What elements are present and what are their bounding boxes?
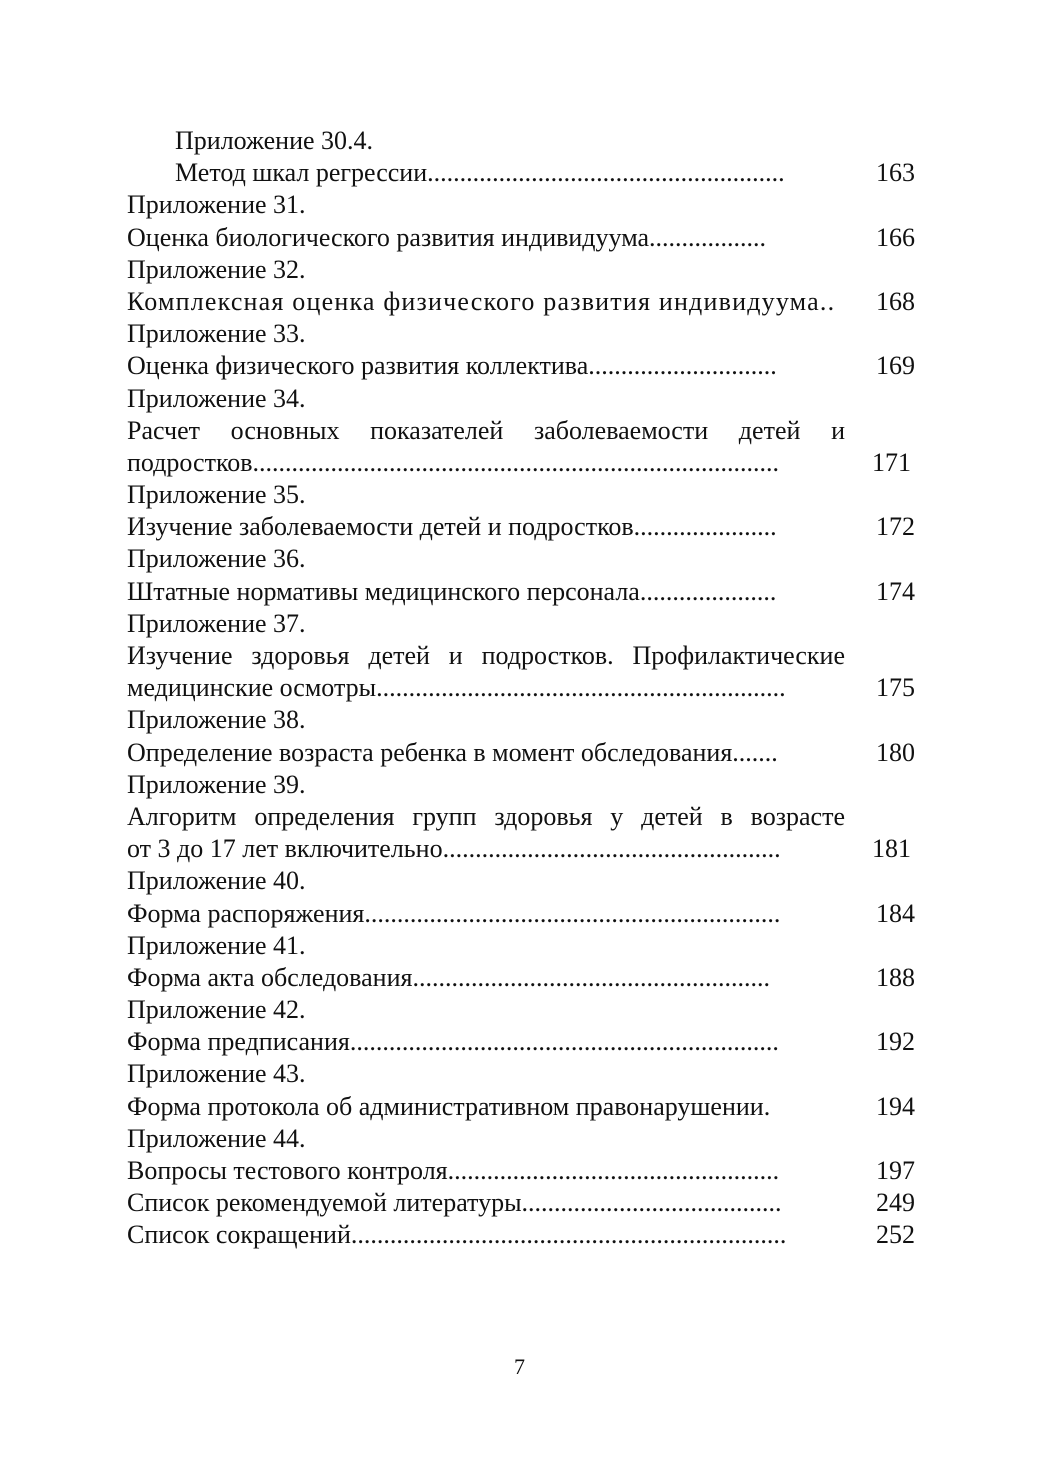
toc-entry-text: Вопросы тестового контроля................................................... [127, 1156, 780, 1185]
toc-page-number: 249 [876, 1188, 915, 1218]
toc-entry-text: Приложение 31. [127, 190, 306, 220]
toc-line [127, 672, 917, 704]
toc-page-number: 169 [876, 351, 915, 381]
toc-entry-text: Комплексная оценка физического развития индивидуума.. [127, 286, 836, 316]
toc-entry-text: Список рекомендуемой литературы........................................ [127, 1188, 782, 1218]
toc-line [127, 930, 917, 962]
toc-entry-text: Приложение 39. [127, 769, 306, 799]
toc-page-number: 163 [876, 158, 915, 188]
toc-line [127, 640, 917, 672]
toc-line [127, 1123, 917, 1155]
toc-entry-text: Штатные нормативы медицинского персонала..................... [127, 576, 777, 606]
toc-line [127, 1187, 917, 1219]
toc-line [127, 801, 917, 833]
toc-page-number: 188 [876, 962, 915, 992]
toc-page-number: 181 [872, 834, 911, 864]
toc-line [127, 125, 917, 157]
toc-entry-text: Приложение 37. [127, 608, 306, 638]
toc-line [127, 543, 917, 575]
toc-entry-text: Форма протокола об административном правонарушении. [127, 1091, 771, 1121]
toc-line [127, 576, 917, 608]
toc-line [127, 189, 917, 221]
toc-line [127, 1058, 917, 1090]
toc-page-number: 192 [876, 1027, 915, 1057]
toc-entry-text: Алгоритм определения групп здоровья у детей в возрасте [127, 801, 845, 831]
toc-line [127, 1155, 917, 1187]
toc-entry-text: Форма акта обследования....................................................... [127, 962, 770, 992]
toc-entry-text: Оценка физического развития коллектива............................. [127, 351, 777, 381]
table-of-contents [127, 125, 917, 1252]
toc-line [127, 962, 917, 994]
toc-line [127, 222, 917, 254]
toc-line [127, 383, 917, 415]
toc-entry-text: Изучение заболеваемости детей и подростков...................... [127, 512, 777, 542]
toc-line [127, 415, 917, 447]
toc-entry-text: Приложение 34. [127, 383, 306, 413]
toc-line [127, 1091, 917, 1123]
toc-entry-text: от 3 до 17 лет включительно.................................................... [127, 834, 781, 864]
toc-line [127, 994, 917, 1026]
toc-entry-text: Приложение 36. [127, 544, 306, 574]
toc-page-number: 171 [872, 447, 911, 477]
toc-page-number: 194 [876, 1091, 915, 1121]
toc-page-number: 252 [876, 1220, 915, 1250]
toc-entry-text: медицинские осмотры............................................................... [127, 673, 786, 703]
toc-page-number: 180 [876, 737, 915, 767]
toc-entry-text: Список сокращений................................................................... [127, 1220, 787, 1250]
toc-line [127, 447, 917, 479]
toc-entry-text: Оценка биологического развития индивидуума.................. [127, 222, 767, 252]
toc-line [127, 865, 917, 897]
toc-entry-text: Приложение 30.4. [175, 126, 374, 155]
toc-entry-text: Приложение 35. [127, 480, 306, 510]
toc-page-number: 166 [876, 222, 915, 252]
toc-entry-text: Метод шкал регрессии....................................................... [175, 158, 785, 188]
toc-entry-text: подростков................................................................................. [127, 447, 780, 477]
toc-line [127, 286, 917, 318]
toc-page-number: 197 [876, 1156, 915, 1185]
toc-line [127, 833, 917, 865]
toc-page-number: 174 [876, 576, 915, 606]
toc-entry-text: Форма распоряжения................................................................ [127, 898, 781, 928]
toc-entry-text: Приложение 32. [127, 254, 306, 284]
toc-line [127, 769, 917, 801]
toc-entry-text: Форма предписания.................................................................. [127, 1027, 779, 1057]
toc-page-number: 175 [876, 673, 915, 703]
toc-line [127, 157, 917, 189]
toc-line [127, 511, 917, 543]
toc-entry-text: Определение возраста ребенка в момент обследования....... [127, 737, 778, 767]
page-number: 7 [514, 1354, 525, 1379]
toc-entry-text: Приложение 33. [127, 319, 306, 349]
toc-entry-text: Изучение здоровья детей и подростков. Профилактические [127, 641, 845, 670]
toc-line [127, 318, 917, 350]
toc-line [127, 898, 917, 930]
toc-page-number: 172 [876, 512, 915, 542]
toc-line [127, 737, 917, 769]
toc-line [127, 254, 917, 286]
toc-entry-text: Приложение 42. [127, 995, 306, 1025]
toc-line [127, 1219, 917, 1251]
toc-entry-text: Приложение 41. [127, 930, 306, 960]
toc-entry-text: Приложение 40. [127, 866, 306, 896]
toc-page-number: 168 [876, 286, 915, 316]
toc-entry-text: Приложение 38. [127, 705, 306, 735]
toc-line [127, 1026, 917, 1058]
toc-entry-text: Приложение 44. [127, 1123, 306, 1153]
toc-line [127, 704, 917, 736]
toc-line [127, 350, 917, 382]
toc-line [127, 608, 917, 640]
toc-entry-text: Приложение 43. [127, 1059, 306, 1089]
toc-line [127, 479, 917, 511]
toc-entry-text: Расчет основных показателей заболеваемости детей и [127, 415, 845, 445]
toc-page-number: 184 [876, 898, 915, 928]
